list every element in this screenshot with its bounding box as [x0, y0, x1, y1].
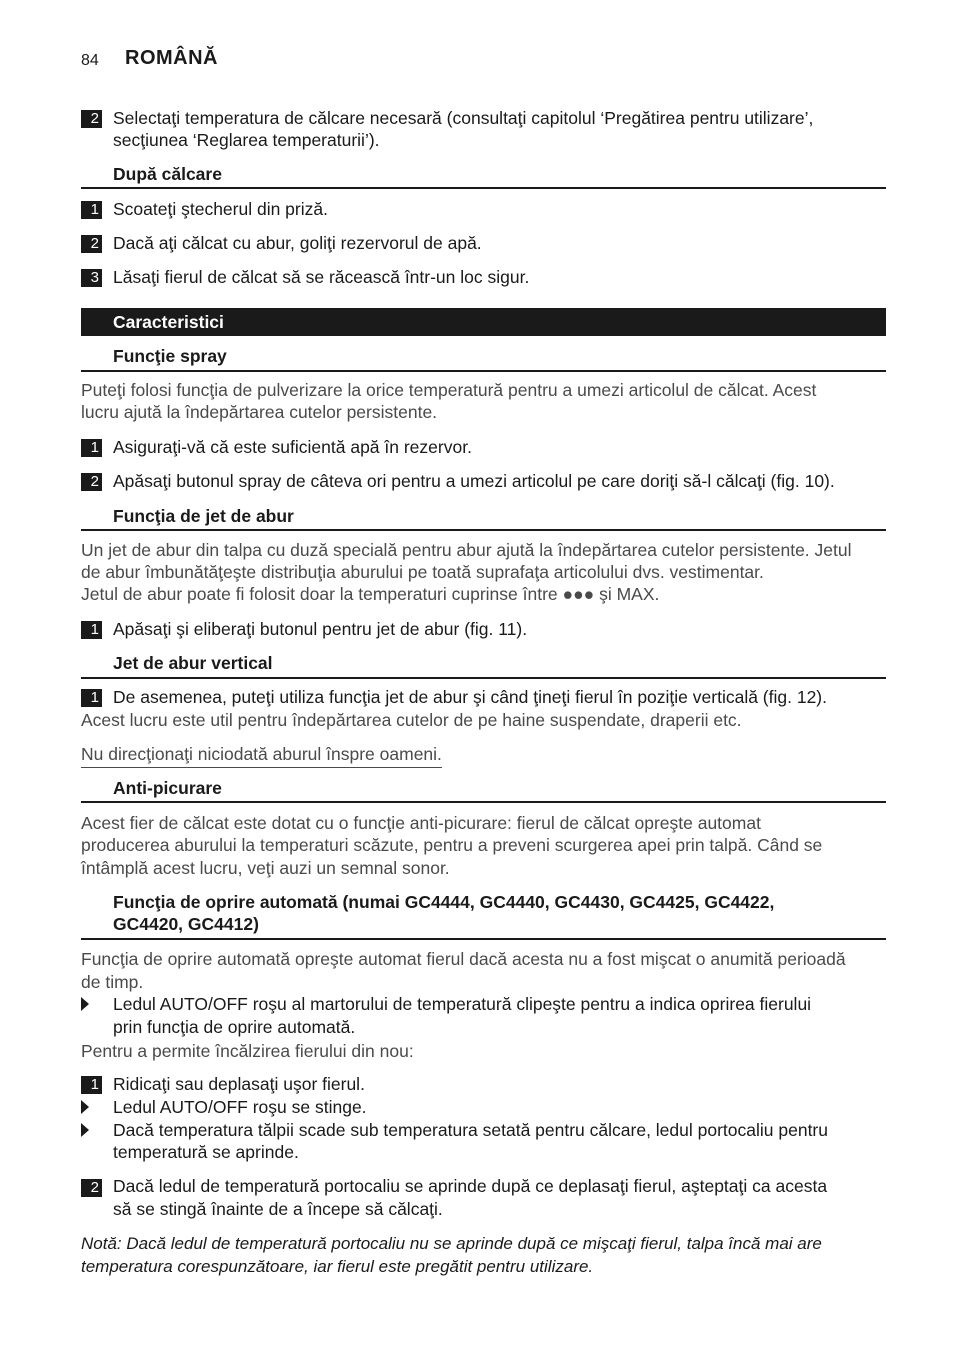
step-text: Scoateţi ştecherul din priză.: [113, 199, 328, 219]
divider: [81, 187, 886, 189]
section-heading: Anti-picurare: [113, 778, 222, 798]
note-line: Notă: Dacă ledul de temperatură portocaliu nu se aprinde după ce mişcaţi fierul, talpa încă mai are: [81, 1234, 822, 1253]
step-number: 1: [81, 689, 102, 707]
step-text: Selectaţi temperatura de călcare necesară (consultaţi capitolul ‘Pregătirea pentru utilizare’,: [113, 108, 814, 128]
step-text: Asiguraţi-vă că este suficientă apă în rezervor.: [113, 437, 472, 457]
bullet-icon: [81, 1100, 89, 1114]
section-heading: Funcţie spray: [113, 346, 227, 366]
step-number: 2: [81, 110, 102, 128]
step-text: De asemenea, puteţi utiliza funcţia jet de abur şi când ţineţi fierul în poziţie verticală (fig. 12).: [113, 687, 827, 707]
step-text: Dacă aţi călcat cu abur, goliţi rezervorul de apă.: [113, 233, 482, 253]
paragraph-line: întâmplă acest lucru, veţi auzi un semnal sonor.: [81, 858, 450, 878]
step-number: 1: [81, 439, 102, 457]
paragraph-line: producerea aburului la temperaturi scăzute, pentru a preveni scurgerea apei prin talpă. Când se: [81, 835, 823, 855]
step-text: Apăsaţi şi eliberaţi butonul pentru jet de abur (fig. 11).: [113, 619, 528, 639]
paragraph-line: lucru ajută la îndepărtarea cutelor persistente.: [81, 402, 438, 422]
bullet-text: Ledul AUTO/OFF roşu se stinge.: [113, 1097, 367, 1117]
section-bar: [81, 308, 886, 336]
step-text: Dacă ledul de temperatură portocaliu se aprinde după ce deplasaţi fierul, aşteptaţi ca acesta: [113, 1176, 828, 1196]
step-text: Apăsaţi butonul spray de câteva ori pentru a umezi articolul pe care doriţi să-l călcaţi (fig. 10).: [113, 471, 835, 491]
note-line: temperatura corespunzătoare, iar fierul este pregătit pentru utilizare.: [81, 1257, 594, 1276]
divider: [81, 938, 886, 940]
paragraph-line: Acest fier de călcat este dotat cu o funcţie anti-picurare: fierul de călcat opreşte automat: [81, 813, 761, 833]
step-number: 1: [81, 621, 102, 639]
step-text: Lăsaţi fierul de călcat să se răcească într-un loc sigur.: [113, 267, 530, 287]
step-number: 3: [81, 269, 102, 287]
section-heading: După călcare: [113, 164, 222, 184]
step-number: 2: [81, 235, 102, 253]
step-number: 2: [81, 1179, 102, 1197]
language-heading: ROMÂNĂ: [125, 47, 218, 69]
paragraph-line: Un jet de abur din talpa cu duză specială pentru abur ajută la îndepărtarea cutelor persistente. Jetul: [81, 540, 852, 560]
section-bar-title: Caracteristici: [113, 312, 224, 332]
section-heading: Funcţia de oprire automată (numai GC4444, GC4440, GC4430, GC4425, GC4422,: [113, 892, 775, 912]
bullet-icon: [81, 1123, 89, 1137]
paragraph-line: Funcţia de oprire automată opreşte automat fierul dacă acesta nu a fost mişcat o anumită perioadă: [81, 949, 846, 969]
step-text: să se stingă înainte de a începe să călcaţi.: [113, 1199, 443, 1219]
paragraph-line: de abur îmbunătăţeşte distribuţia aburului pe toată suprafaţa articolului dvs. vestimentar.: [81, 562, 764, 582]
divider: [81, 677, 886, 679]
step-number: 1: [81, 1076, 102, 1094]
paragraph-line: Acest lucru este util pentru îndepărtarea cutelor de pe haine suspendate, draperii etc.: [81, 710, 742, 730]
divider: [81, 801, 886, 803]
bullet-text: prin funcţia de oprire automată.: [113, 1017, 356, 1037]
bullet-icon: [81, 997, 89, 1011]
divider: [81, 529, 886, 531]
warning-text: Nu direcţionaţi niciodată aburul înspre oameni.: [81, 743, 442, 768]
bullet-text: Dacă temperatura tălpii scade sub temperatura setată pentru călcare, ledul portocaliu pentru: [113, 1120, 828, 1140]
paragraph-line: Jetul de abur poate fi folosit doar la temperaturi cuprinse între ●●● şi MAX.: [81, 584, 660, 604]
step-text: Ridicaţi sau deplasaţi uşor fierul.: [113, 1074, 365, 1094]
step-text: secţiunea ‘Reglarea temperaturii’).: [113, 130, 380, 150]
section-heading: GC4420, GC4412): [113, 914, 259, 934]
paragraph-line: Pentru a permite încălzirea fierului din nou:: [81, 1041, 414, 1061]
section-heading: Jet de abur vertical: [113, 653, 273, 673]
bullet-text: temperatură se aprinde.: [113, 1142, 299, 1162]
paragraph-line: de timp.: [81, 972, 144, 992]
section-heading: Funcţia de jet de abur: [113, 506, 294, 526]
paragraph-line: Puteţi folosi funcţia de pulverizare la orice temperatură pentru a umezi articolul de călcat. Acest: [81, 380, 817, 400]
step-number: 1: [81, 201, 102, 219]
divider: [81, 370, 886, 372]
step-number: 2: [81, 473, 102, 491]
bullet-text: Ledul AUTO/OFF roşu al martorului de temperatură clipeşte pentru a indica oprirea fierului: [113, 994, 812, 1014]
page-number: 84: [81, 52, 99, 69]
